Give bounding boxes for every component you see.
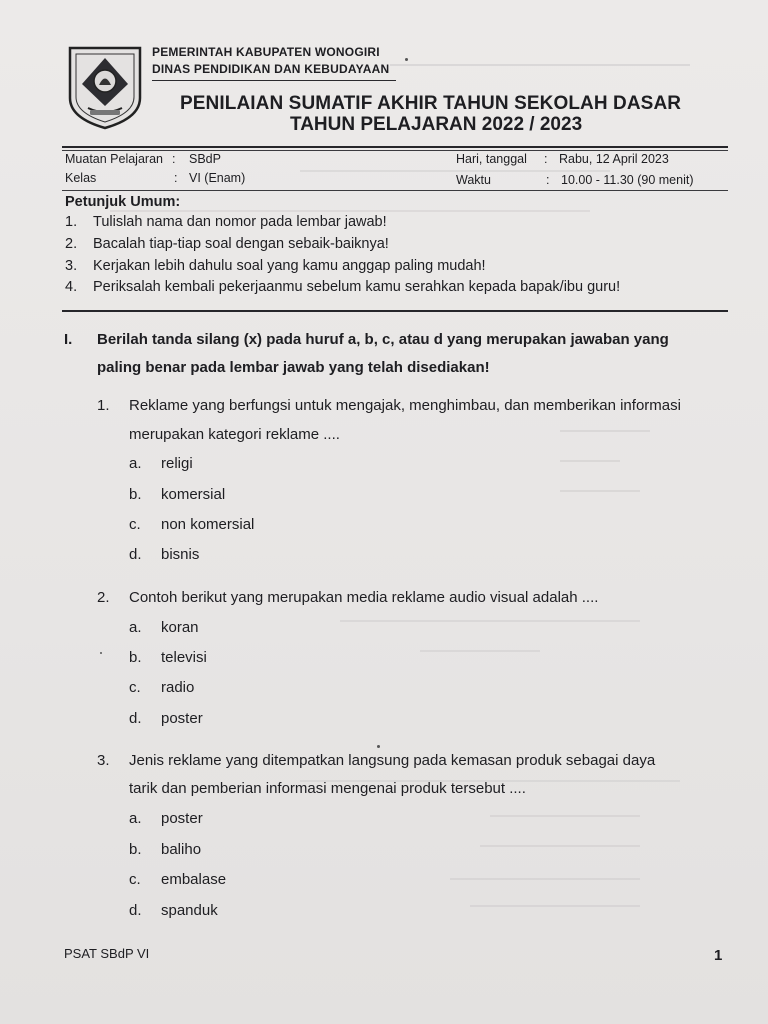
instructions-title: Petunjuk Umum: bbox=[65, 194, 181, 210]
option-text: baliho bbox=[161, 841, 202, 858]
option-text: religi bbox=[161, 455, 193, 472]
instruction-number: 2. bbox=[65, 236, 78, 252]
option-letter: b. bbox=[129, 841, 142, 858]
subject-separator: : bbox=[172, 152, 176, 166]
instruction-text: Tulislah nama dan nomor pada lembar jawab! bbox=[93, 214, 387, 230]
date-separator: : bbox=[544, 152, 548, 166]
divider bbox=[62, 190, 728, 191]
question-text: tarik dan pemberian informasi mengenai produk tersebut .... bbox=[129, 780, 526, 797]
section-instruction: paling benar pada lembar jawab yang telah disediakan! bbox=[97, 359, 490, 376]
option-letter: d. bbox=[129, 902, 142, 919]
question-text: Contoh berikut yang merupakan media reklame audio visual adalah .... bbox=[129, 589, 599, 606]
time-label: Waktu bbox=[456, 173, 491, 187]
question-number: 1. bbox=[97, 397, 110, 414]
time-value: 10.00 - 11.30 (90 menit) bbox=[561, 173, 694, 187]
instruction-text: Periksalah kembali pekerjaanmu sebelum kamu serahkan kepada bapak/ibu guru! bbox=[93, 279, 621, 295]
option-letter: c. bbox=[129, 516, 141, 533]
option-letter: b. bbox=[129, 486, 142, 503]
question-text: Jenis reklame yang ditempatkan langsung pada kemasan produk sebagai daya bbox=[129, 752, 656, 769]
government-name: PEMERINTAH KABUPATEN WONOGIRI bbox=[152, 45, 380, 59]
option-letter: d. bbox=[129, 546, 142, 563]
class-value: VI (Enam) bbox=[189, 171, 246, 185]
option-letter: a. bbox=[129, 619, 142, 636]
divider bbox=[62, 310, 728, 312]
department-name: DINAS PENDIDIKAN DAN KEBUDAYAAN bbox=[152, 62, 390, 76]
scan-speck bbox=[100, 652, 102, 654]
option-text: bisnis bbox=[161, 546, 200, 563]
divider bbox=[62, 150, 728, 151]
option-letter: d. bbox=[129, 710, 142, 727]
scan-speck bbox=[405, 58, 408, 61]
option-letter: c. bbox=[129, 871, 141, 888]
question-number: 2. bbox=[97, 589, 110, 606]
time-separator: : bbox=[546, 173, 550, 187]
class-separator: : bbox=[174, 171, 178, 185]
instruction-text: Kerjakan lebih dahulu soal yang kamu anggap paling mudah! bbox=[93, 258, 486, 274]
divider bbox=[62, 146, 728, 148]
option-letter: a. bbox=[129, 455, 142, 472]
option-text: poster bbox=[161, 710, 203, 727]
option-text: poster bbox=[161, 810, 203, 827]
question-text: merupakan kategori reklame .... bbox=[129, 426, 340, 443]
option-text: spanduk bbox=[161, 902, 218, 919]
scan-speck bbox=[377, 745, 380, 748]
footer-label: PSAT SBdP VI bbox=[64, 946, 150, 961]
instruction-text: Bacalah tiap-tiap soal dengan sebaik-baiknya! bbox=[93, 236, 389, 252]
option-text: komersial bbox=[161, 486, 226, 503]
option-letter: c. bbox=[129, 679, 141, 696]
section-number: I. bbox=[64, 331, 73, 348]
option-text: radio bbox=[161, 679, 195, 696]
academic-year: TAHUN PELAJARAN 2022 / 2023 bbox=[290, 114, 583, 135]
option-letter: a. bbox=[129, 810, 142, 827]
section-instruction: Berilah tanda silang (x) pada huruf a, b, c, atau d yang merupakan jawaban yang bbox=[97, 331, 669, 348]
instruction-number: 3. bbox=[65, 258, 78, 274]
class-label: Kelas bbox=[65, 171, 97, 185]
option-text: non komersial bbox=[161, 516, 255, 533]
question-text: Reklame yang berfungsi untuk mengajak, menghimbau, dan memberikan informasi bbox=[129, 397, 681, 414]
subject-value: SBdP bbox=[189, 152, 221, 166]
wonogiri-emblem-icon bbox=[66, 44, 144, 130]
subject-label: Muatan Pelajaran bbox=[65, 152, 163, 166]
question-number: 3. bbox=[97, 752, 110, 769]
exam-title: PENILAIAN SUMATIF AKHIR TAHUN SEKOLAH DASAR bbox=[180, 93, 682, 114]
option-text: embalase bbox=[161, 871, 227, 888]
option-letter: b. bbox=[129, 649, 142, 666]
header-underline bbox=[152, 80, 396, 81]
instruction-number: 4. bbox=[65, 279, 78, 295]
date-label: Hari, tanggal bbox=[456, 152, 527, 166]
page-number: 1 bbox=[714, 947, 723, 964]
option-text: koran bbox=[161, 619, 199, 636]
instruction-number: 1. bbox=[65, 214, 78, 230]
option-text: televisi bbox=[161, 649, 207, 666]
date-value: Rabu, 12 April 2023 bbox=[559, 152, 669, 166]
